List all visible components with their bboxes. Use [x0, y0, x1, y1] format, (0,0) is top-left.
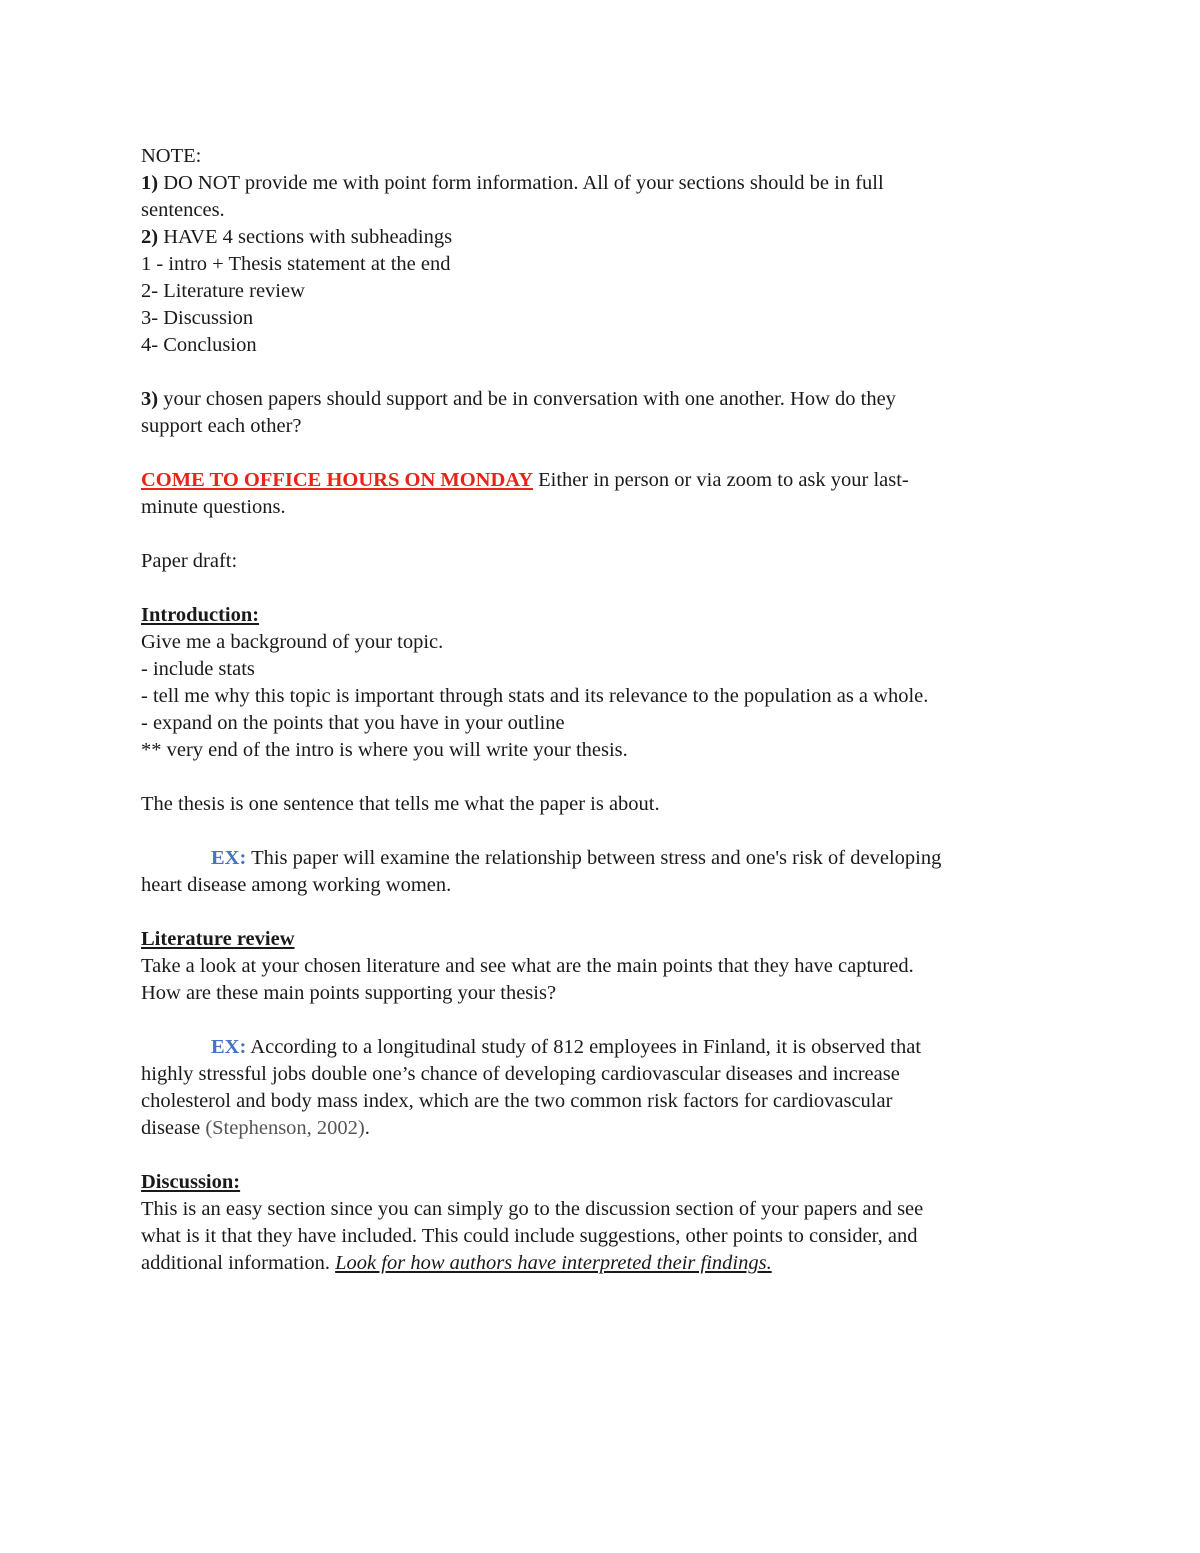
citation: (Stephenson, 2002) — [205, 1117, 365, 1139]
literature-example-continued: highly stressful jobs double one’s chance of developing cardiovascular diseases and increase — [141, 1063, 900, 1085]
introduction-heading: Introduction: — [141, 604, 260, 626]
office-hours-notice — [141, 467, 1071, 494]
literature-review-line: How are these main points supporting your thesis? — [141, 982, 557, 1004]
discussion-line — [141, 1250, 1071, 1277]
spacer — [141, 818, 1071, 845]
note-item-2 — [141, 224, 1071, 251]
spacer — [141, 440, 1071, 467]
note-item-3-text: your chosen papers should support and be in conversation with one another. How do they — [158, 388, 896, 410]
discussion-text: additional information. — [141, 1252, 336, 1274]
introduction-line: - include stats — [141, 658, 255, 680]
spacer — [141, 764, 1071, 791]
office-hours-text: Either in person or via zoom to ask your last- — [533, 469, 909, 491]
section-list-item: 4- Conclusion — [141, 334, 257, 356]
note-item-3-number: 3) — [141, 388, 159, 410]
office-hours-text-continued: minute questions. — [141, 496, 286, 518]
discussion-emphasis: Look for how authors have interpreted their findings. — [335, 1252, 772, 1274]
spacer — [141, 359, 1071, 386]
introduction-line: - tell me why this topic is important through stats and its relevance to the population as a whole. — [141, 685, 929, 707]
example-text: disease — [141, 1117, 206, 1139]
introduction-line: ** very end of the intro is where you will write your thesis. — [141, 739, 628, 761]
introduction-line: - expand on the points that you have in your outline — [141, 712, 565, 734]
example-text: According to a longitudinal study of 812 employees in Finland, it is observed that — [246, 1036, 922, 1058]
spacer — [141, 899, 1071, 926]
literature-review-line: Take a look at your chosen literature and see what are the main points that they have captured. — [141, 955, 914, 977]
note-item-1-continued: sentences. — [141, 199, 225, 221]
literature-example-continued — [141, 1115, 1071, 1142]
document-page — [141, 143, 1071, 1277]
note-item-3-continued: support each other? — [141, 415, 302, 437]
literature-example-continued: cholesterol and body mass index, which are the two common risk factors for cardiovascular — [141, 1090, 893, 1112]
note-item-2-number: 2) — [141, 226, 159, 248]
note-item-3 — [141, 386, 1071, 413]
discussion-heading: Discussion: — [141, 1171, 241, 1193]
example-label: EX: — [211, 847, 247, 869]
introduction-example — [141, 845, 1071, 872]
note-item-1 — [141, 170, 1071, 197]
discussion-line: This is an easy section since you can simply go to the discussion section of your papers and see — [141, 1198, 924, 1220]
introduction-line: Give me a background of your topic. — [141, 631, 444, 653]
spacer — [141, 521, 1071, 548]
discussion-line: what is it that they have included. This could include suggestions, other points to consider, and — [141, 1225, 918, 1247]
introduction-example-continued: heart disease among working women. — [141, 874, 452, 896]
note-item-1-text: DO NOT provide me with point form information. All of your sections should be in full — [158, 172, 884, 194]
spacer — [141, 1007, 1071, 1034]
office-hours-highlight: COME TO OFFICE HOURS ON MONDAY — [141, 469, 534, 491]
thesis-description: The thesis is one sentence that tells me what the paper is about. — [141, 793, 660, 815]
literature-review-heading: Literature review — [141, 928, 295, 950]
note-item-1-number: 1) — [141, 172, 159, 194]
paper-draft-label: Paper draft: — [141, 550, 238, 572]
example-label: EX: — [211, 1036, 247, 1058]
example-text: This paper will examine the relationship between stress and one's risk of developing — [246, 847, 942, 869]
literature-example — [141, 1034, 1071, 1061]
spacer — [141, 1142, 1071, 1169]
section-list-item: 3- Discussion — [141, 307, 254, 329]
note-item-2-text: HAVE 4 sections with subheadings — [158, 226, 453, 248]
section-list-item: 2- Literature review — [141, 280, 305, 302]
section-list-item: 1 - intro + Thesis statement at the end — [141, 253, 451, 275]
note-title: NOTE: — [141, 145, 202, 167]
example-text: . — [364, 1117, 370, 1139]
spacer — [141, 575, 1071, 602]
